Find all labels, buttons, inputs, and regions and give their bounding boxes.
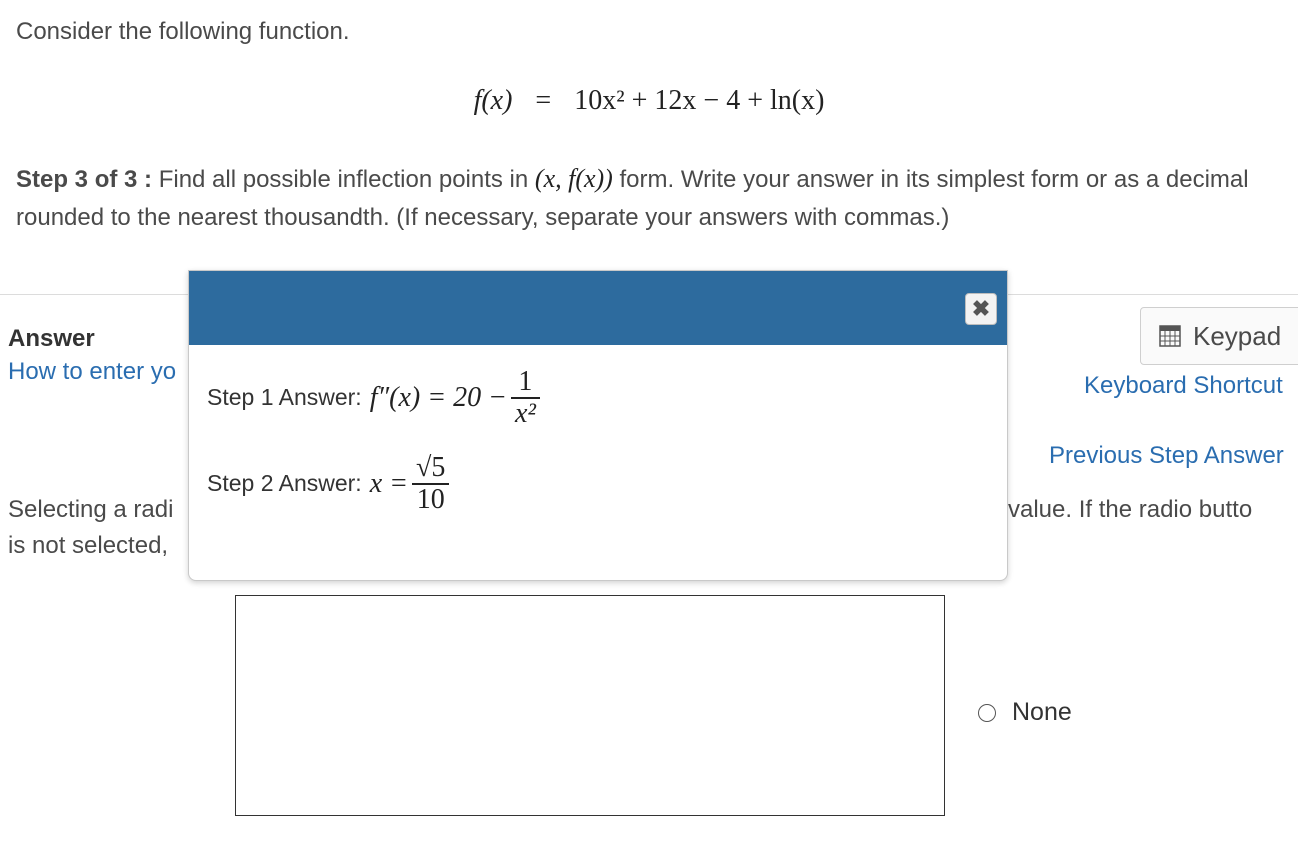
step-text-after: form. Write your answer in its simplest form or as a decimal rounded to the nearest thousandth. (If necessary, separate your answers with commas.): [16, 166, 1249, 231]
step1-denominator: x²: [515, 397, 536, 429]
step1-math: [370, 367, 544, 429]
step1-answer: [207, 367, 544, 429]
answer-input[interactable]: [235, 595, 945, 816]
keypad-icon: [1159, 325, 1181, 347]
function-display: [0, 84, 1298, 117]
keyboard-shortcuts-link[interactable]: Keyboard Shortcut: [1084, 372, 1283, 399]
how-to-enter-link[interactable]: How to enter yo: [8, 358, 177, 385]
keypad-label: Keypad: [1193, 320, 1282, 351]
function-lhs: f(x): [473, 85, 513, 116]
popup-header: [189, 271, 1007, 345]
step2-lhs: x =: [369, 467, 409, 499]
step-prefix: Step 3 of 3 :: [16, 166, 153, 193]
step2-label: Step 2 Answer:: [207, 470, 362, 497]
radio-none-option[interactable]: [978, 698, 1072, 727]
radio-none-label: None: [1012, 698, 1072, 726]
selecting-text-right: value. If the radio butto: [1008, 496, 1253, 523]
step2-numerator: √5: [416, 452, 446, 483]
selecting-text-line2: is not selected,: [8, 532, 169, 559]
step1-numerator: 1: [518, 366, 533, 397]
step2-answer: [207, 453, 453, 515]
step2-denominator: 10: [416, 483, 445, 515]
keypad-button[interactable]: [1140, 307, 1298, 365]
step-instructions: [16, 160, 1286, 237]
selecting-text-line1: Selecting a radi: [8, 496, 174, 523]
close-icon: ✖: [971, 296, 991, 321]
answer-title: Answer: [8, 325, 95, 352]
step1-label: Step 1 Answer:: [207, 384, 362, 411]
intro-text: Consider the following function.: [16, 18, 350, 45]
step1-lhs: f″(x) = 20 −: [369, 381, 508, 413]
step2-fraction: [412, 453, 449, 515]
radio-button[interactable]: [978, 704, 996, 722]
function-rhs: 10x² + 12x − 4 + ln(x): [574, 85, 825, 116]
step1-fraction: [511, 367, 540, 429]
function-equals: =: [535, 85, 552, 116]
step2-math: [370, 453, 454, 515]
step-text-before: Find all possible inflection points in: [152, 166, 535, 193]
close-button[interactable]: [965, 293, 997, 325]
step-math: (x, f(x)): [534, 164, 613, 193]
previous-step-answers-popup: [188, 270, 1008, 581]
previous-step-answers-link[interactable]: Previous Step Answer: [1049, 442, 1284, 469]
